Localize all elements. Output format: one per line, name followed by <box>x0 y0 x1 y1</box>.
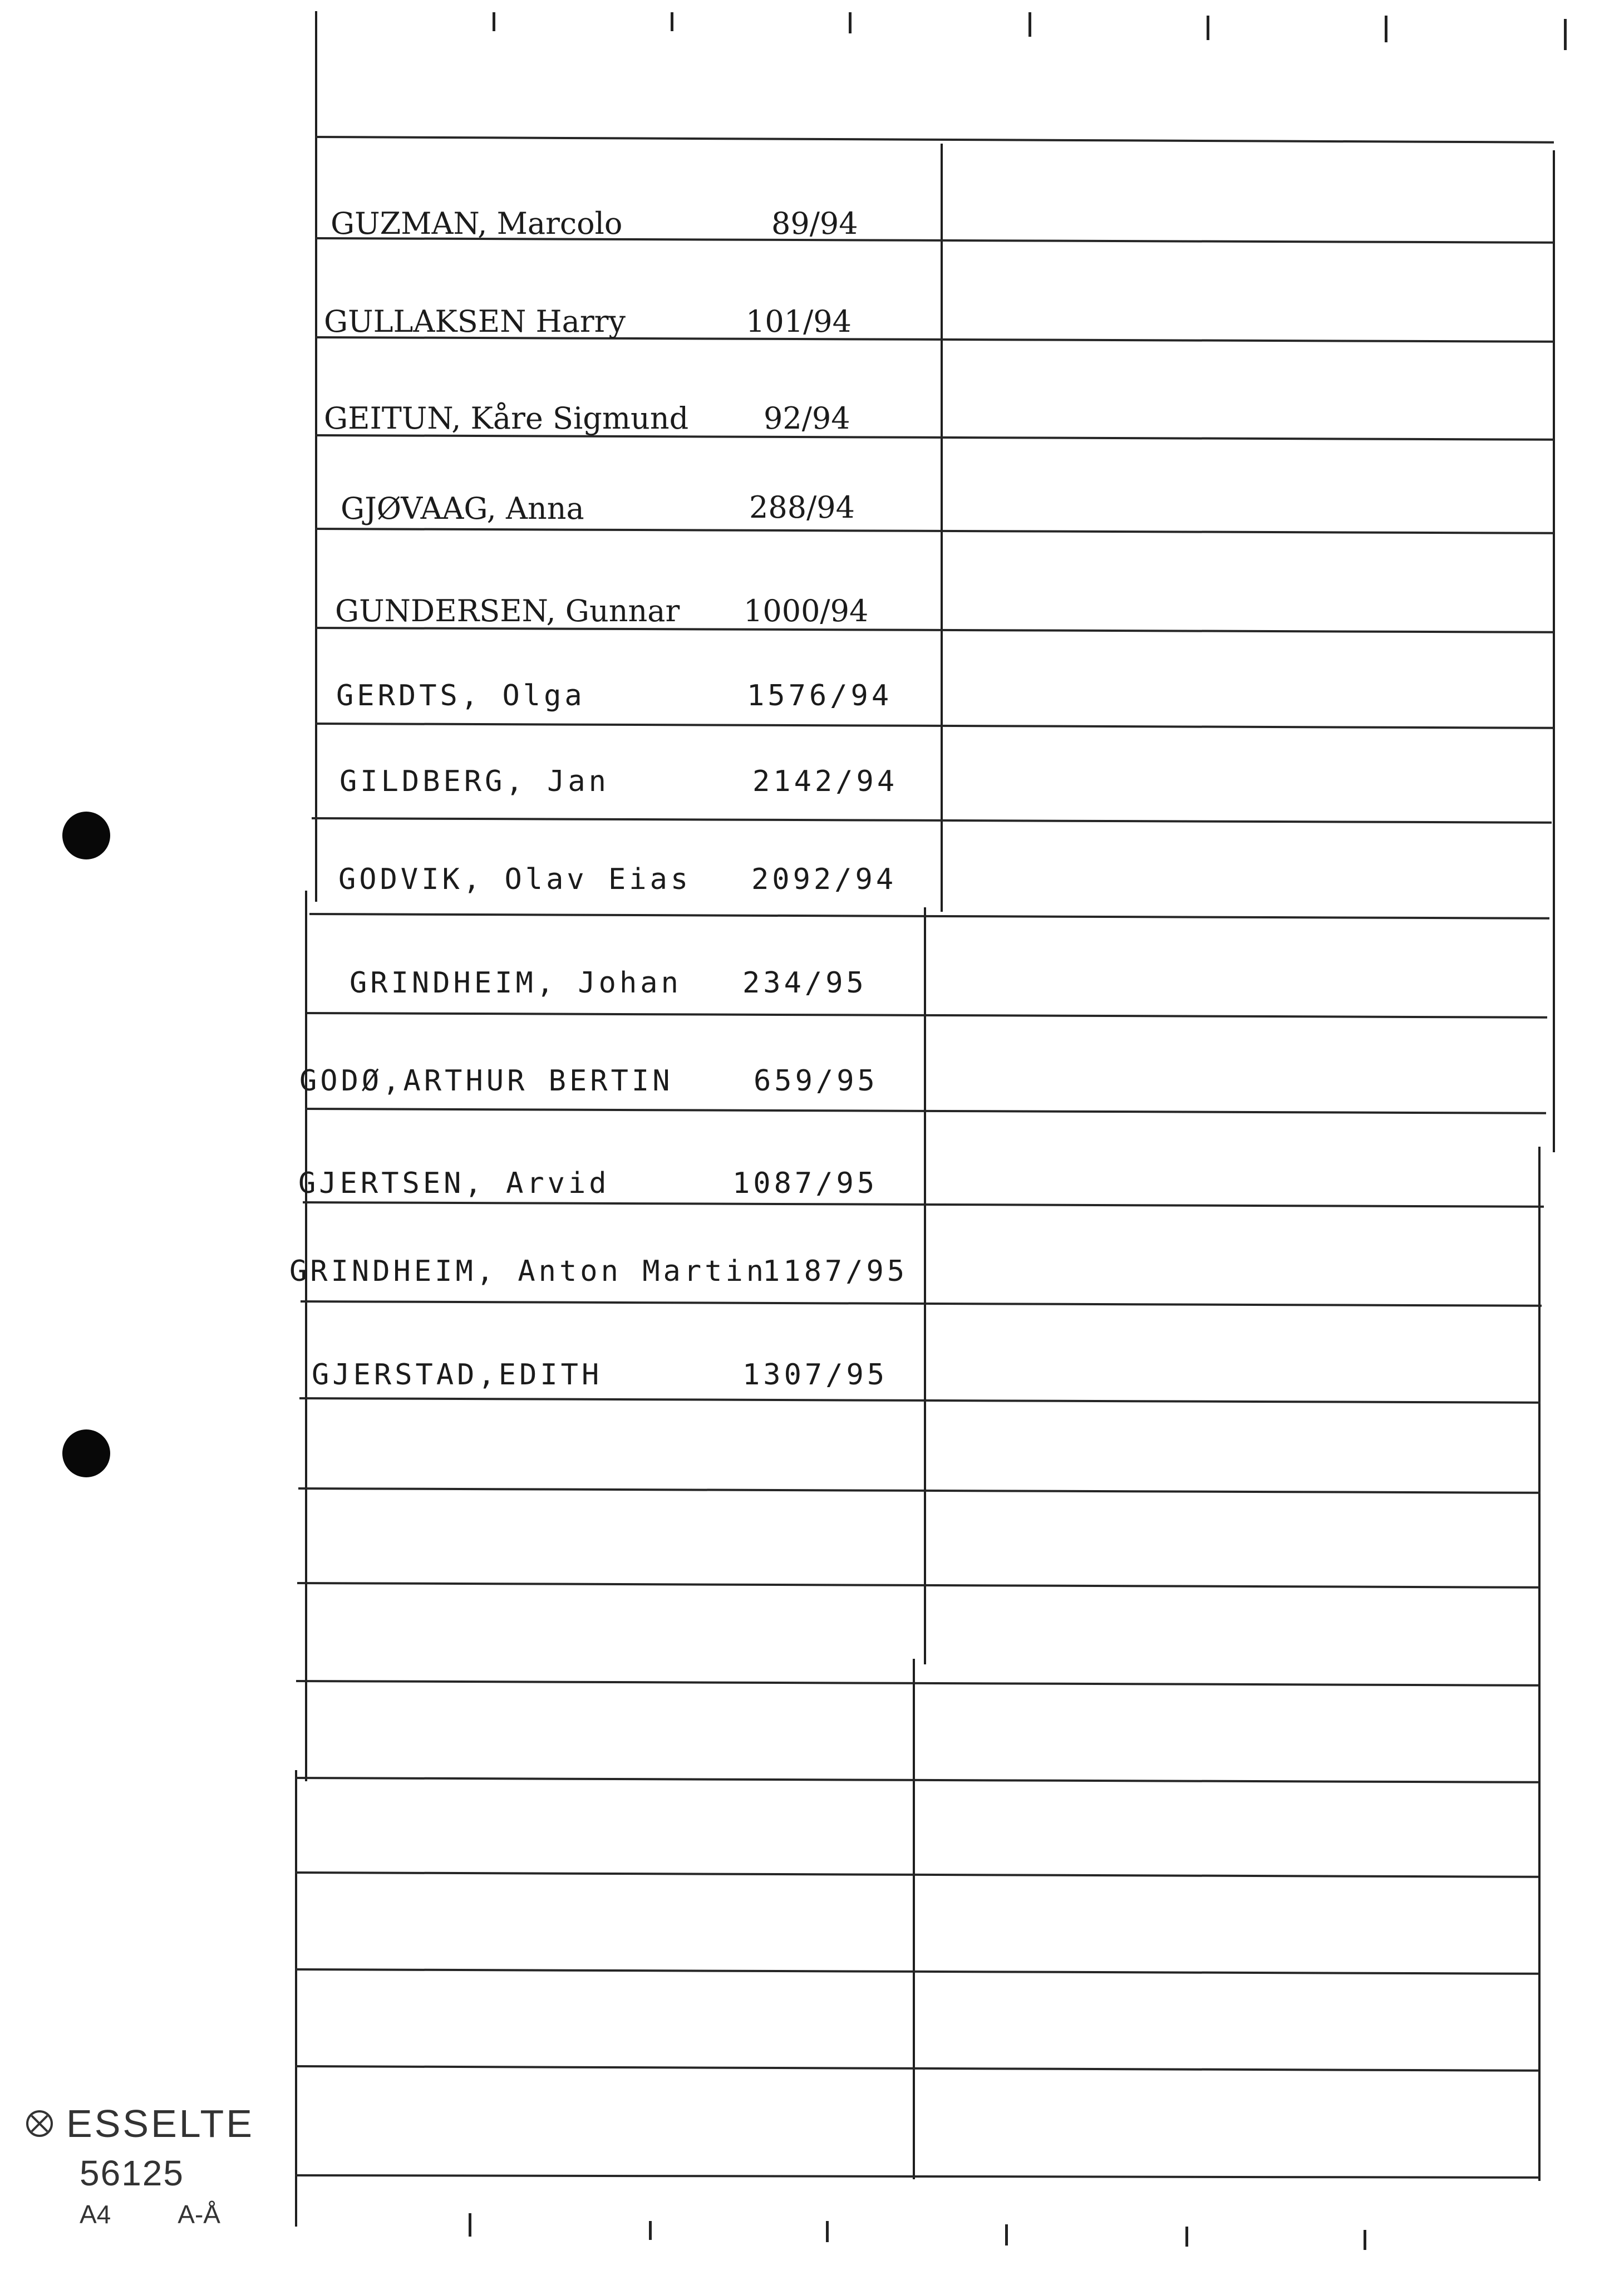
paper-size: A4 <box>80 2200 111 2229</box>
top-tick-mark <box>1028 12 1031 37</box>
top-tick-mark <box>1564 19 1567 50</box>
entry-number: 2092/94 <box>751 863 897 896</box>
brand-name: ESSELTE <box>66 2102 254 2145</box>
row-line <box>295 1968 1538 1975</box>
top-tick-mark <box>1385 16 1387 42</box>
row-line <box>301 1300 1542 1307</box>
brand-stamp <box>25 2101 254 2229</box>
entry-number: 234/95 <box>742 966 867 1000</box>
entry-number: 1000/94 <box>744 593 869 628</box>
left-margin-line <box>305 891 307 1781</box>
top-tick-mark <box>493 12 495 31</box>
row-line <box>298 1487 1541 1494</box>
row-line <box>315 723 1554 729</box>
row-line <box>309 913 1549 920</box>
entry-name: GUZMAN, Marcolo <box>331 206 623 241</box>
entry-name: GODØ,ARTHUR BERTIN <box>299 1064 673 1098</box>
row-line <box>307 1012 1547 1019</box>
entry-name: GERDTS, Olga <box>336 679 585 712</box>
row-line <box>315 528 1554 534</box>
row-line <box>295 1777 1538 1783</box>
entry-number: 1087/95 <box>732 1167 878 1200</box>
entry-name: GJERTSEN, Arvid <box>298 1167 610 1200</box>
column-divider <box>913 1659 915 2179</box>
punch-hole <box>62 1429 110 1477</box>
row-line <box>297 1582 1539 1589</box>
entry-number: 2142/94 <box>752 765 898 798</box>
bottom-tick-mark <box>1005 2224 1008 2245</box>
row-line <box>312 817 1552 824</box>
column-divider <box>924 907 926 1664</box>
row-line <box>295 2065 1538 2072</box>
row-line <box>299 1397 1541 1404</box>
entry-number: 1187/95 <box>762 1255 908 1288</box>
entry-number: 1307/95 <box>742 1358 888 1392</box>
entry-number: 92/94 <box>764 401 850 436</box>
column-divider <box>941 144 943 912</box>
entry-name: GRINDHEIM, Johan <box>350 966 682 1000</box>
entry-number: 288/94 <box>749 490 855 525</box>
row-line <box>296 1680 1538 1687</box>
entry-name: GUNDERSEN, Gunnar <box>335 593 680 628</box>
top-tick-mark <box>849 12 852 33</box>
top-tick-mark <box>671 12 673 31</box>
circled-x-icon <box>25 2109 54 2138</box>
entry-name: GJERSTAD,EDITH <box>312 1358 603 1392</box>
entry-number: 659/95 <box>754 1064 878 1098</box>
row-line <box>315 136 1554 144</box>
entry-name: GULLAKSEN Harry <box>324 304 626 339</box>
bottom-tick-mark <box>1185 2227 1188 2247</box>
index-range: A-Å <box>178 2200 220 2229</box>
entry-name: GODVIK, Olav Eias <box>338 863 692 896</box>
entry-name: GJØVAAG, Anna <box>341 491 584 526</box>
punch-hole <box>62 812 110 859</box>
bottom-tick-mark <box>469 2213 471 2237</box>
entry-number: 89/94 <box>771 206 858 241</box>
bottom-tick-mark <box>1364 2230 1366 2250</box>
product-code: 56125 <box>80 2153 184 2193</box>
entry-name: GEITUN, Kåre Sigmund <box>324 401 689 436</box>
entry-name: GRINDHEIM, Anton Martin <box>289 1255 767 1288</box>
entry-number: 101/94 <box>746 304 852 339</box>
right-border <box>1553 150 1555 1152</box>
bottom-tick-mark <box>649 2221 652 2240</box>
row-line <box>295 1871 1538 1878</box>
left-margin-line <box>295 1770 297 2227</box>
entry-name: GILDBERG, Jan <box>339 765 609 798</box>
right-border <box>1538 1147 1541 2181</box>
top-tick-mark <box>1207 16 1209 40</box>
row-line <box>295 2174 1539 2179</box>
entry-number: 1576/94 <box>747 679 893 712</box>
left-margin-line <box>315 11 317 902</box>
bottom-tick-mark <box>826 2221 829 2242</box>
row-line <box>303 1201 1544 1208</box>
